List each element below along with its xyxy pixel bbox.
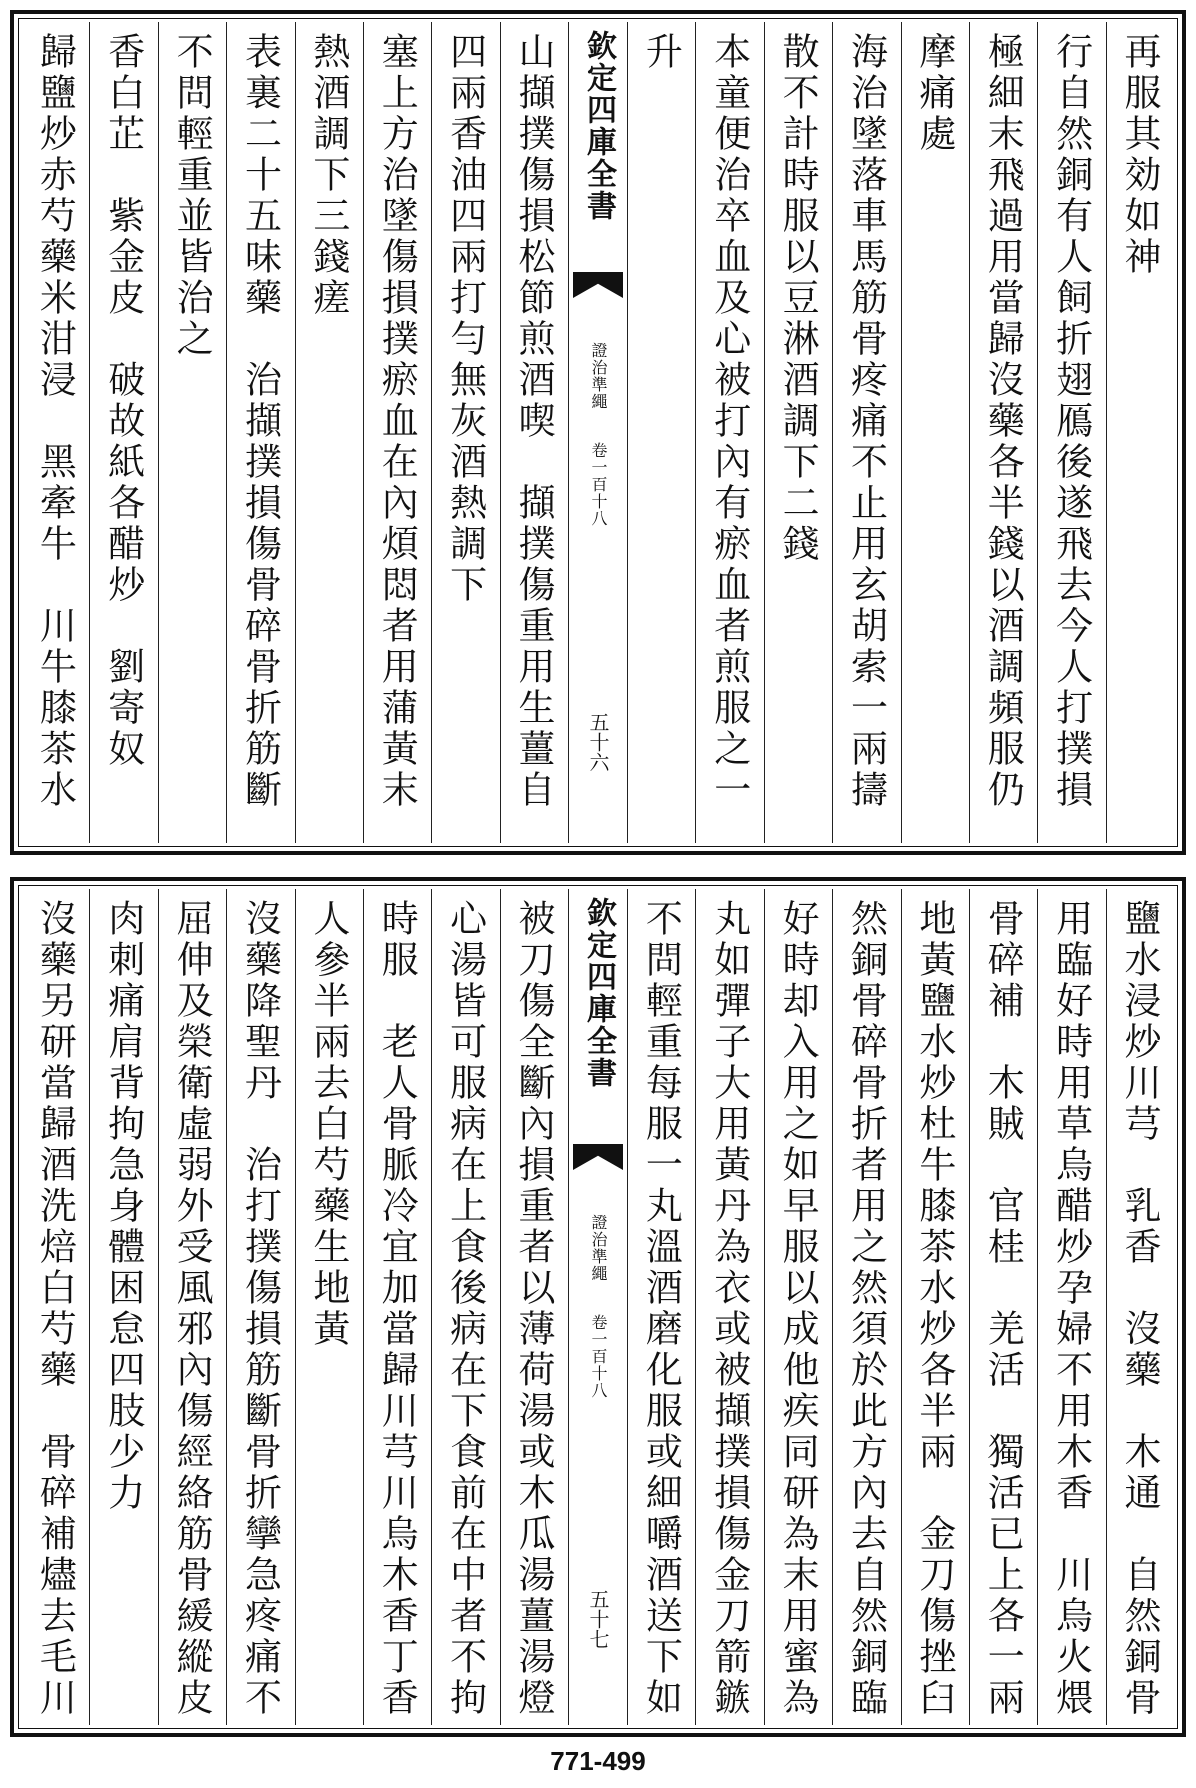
- column-text: 丸如彈子大用黃丹為衣或被擷撲損傷金刀箭鏃: [707, 899, 751, 1719]
- top-page-columns: [22, 22, 1174, 843]
- text-column: [22, 889, 89, 1725]
- top-page-panel: [10, 10, 1186, 855]
- book-title: 證治準繩: [589, 1214, 608, 1282]
- text-column: [695, 22, 763, 843]
- text-column: [695, 889, 763, 1725]
- column-text: 然銅骨碎骨折者用之然須於此方內去自然銅臨: [844, 899, 888, 1719]
- column-text: 極細末飛過用當歸沒藥各半錢以酒調頻服仍: [981, 32, 1025, 811]
- text-column: [764, 889, 832, 1725]
- text-column: [500, 889, 568, 1725]
- column-text: 山擷撲傷損松節煎酒喫 擷撲傷重用生薑自: [512, 32, 555, 811]
- text-column: [1037, 22, 1105, 843]
- center-fold-strip: [568, 22, 627, 843]
- column-text: 海治墜落車馬筋骨疼痛不止用玄胡索一兩擣: [844, 32, 888, 811]
- column-text: 用臨好時用草烏醋炒孕婦不用木香 川烏火煨: [1049, 899, 1093, 1719]
- text-column: [158, 22, 226, 843]
- column-text: 屈伸及榮衛虛弱外受風邪內傷經絡筋骨緩縱皮: [170, 899, 214, 1719]
- text-column: [22, 22, 89, 843]
- text-column: [89, 889, 157, 1725]
- column-text: 本童便治卒血及心被打內有瘀血者煎服之一: [707, 32, 751, 811]
- column-text: 肉刺痛肩背拘急身體困怠四肢少力: [101, 899, 145, 1514]
- text-column: [295, 22, 363, 843]
- column-text: 四兩香油四兩打勻無灰酒熱調下: [443, 32, 487, 606]
- column-text: 再服其効如神: [1118, 32, 1161, 278]
- text-column: [1106, 889, 1174, 1725]
- bottom-page-columns: [22, 889, 1174, 1725]
- column-text: 熱酒調下三錢瘥: [306, 32, 350, 319]
- volume-label: 卷一百十八: [589, 1314, 608, 1399]
- column-text: 沒藥另研當歸酒洗焙白芍藥 骨碎補燼去毛川: [33, 899, 77, 1719]
- column-text: 歸鹽炒赤芍藥米泔浸 黑牽牛 川牛膝茶水: [33, 32, 77, 811]
- column-text: 塞上方治墜傷損撲瘀血在內煩悶者用蒲黃末: [375, 32, 419, 811]
- column-text: 心湯皆可服病在上食後病在下食前在中者不拘: [443, 899, 487, 1719]
- text-column: [764, 22, 832, 843]
- column-text: 表裏二十五味藥 治擷撲損傷骨碎骨折筋斷: [238, 32, 282, 811]
- column-text: 地黃鹽水炒杜牛膝茶水炒各半兩 金刀傷挫臼: [912, 899, 956, 1719]
- text-column: [89, 22, 157, 843]
- text-column: [832, 22, 900, 843]
- text-column: [627, 22, 695, 843]
- column-text: 好時却入用之如早服以成他疾同研為末用蜜為: [776, 899, 820, 1719]
- text-column: [969, 889, 1037, 1725]
- text-column: [901, 22, 969, 843]
- bottom-page-panel: [10, 877, 1186, 1737]
- column-text: 摩痛處: [912, 32, 956, 155]
- fish-tail-mark: [573, 272, 623, 298]
- text-column: [363, 22, 431, 843]
- page-number-footer: 771-499: [550, 1746, 646, 1776]
- center-fold-strip: [568, 889, 627, 1725]
- book-title: 證治準繩: [589, 342, 608, 410]
- book-series-title: 欽定四庫全書: [581, 30, 616, 222]
- column-text: 不問輕重並皆治之: [170, 32, 214, 360]
- text-column: [158, 889, 226, 1725]
- column-text: 不問輕重每服一丸溫酒磨化服或細嚼酒送下如: [639, 899, 683, 1719]
- text-column: [627, 889, 695, 1725]
- folio-number: 五十七: [586, 1589, 610, 1649]
- text-column: [1037, 889, 1105, 1725]
- column-text: 香白芷 紫金皮 破故紙各醋炒 劉寄奴: [101, 32, 145, 770]
- text-column: [500, 22, 568, 843]
- text-column: [901, 889, 969, 1725]
- volume-label: 卷一百十八: [589, 442, 608, 527]
- text-column: [431, 889, 499, 1725]
- column-text: 人參半兩去白芍藥生地黃: [306, 899, 350, 1350]
- text-column: [226, 889, 294, 1725]
- fish-tail-mark: [573, 1144, 623, 1170]
- column-text: 被刀傷全斷內損重者以薄荷湯或木瓜湯薑湯燈: [512, 899, 555, 1719]
- text-column: [832, 889, 900, 1725]
- column-text: 沒藥降聖丹 治打撲傷損筋斷骨折攣急疼痛不: [238, 899, 282, 1719]
- text-column: [969, 22, 1037, 843]
- text-column: [226, 22, 294, 843]
- text-column: [431, 22, 499, 843]
- text-column: [363, 889, 431, 1725]
- folio-number: 五十六: [586, 712, 610, 772]
- text-column: [1106, 22, 1174, 843]
- column-text: 升: [639, 32, 683, 73]
- column-text: 時服 老人骨脈冷宜加當歸川芎川烏木香丁香: [375, 899, 419, 1719]
- column-text: 骨碎補 木賊 官桂 羌活 獨活已上各一兩: [981, 899, 1025, 1719]
- column-text: 行自然銅有人飼折翅鴈後遂飛去今人打撲損: [1049, 32, 1093, 811]
- column-text: 散不計時服以豆淋酒調下二錢: [776, 32, 820, 565]
- text-column: [295, 889, 363, 1725]
- book-series-title: 欽定四庫全書: [581, 897, 616, 1089]
- column-text: 鹽水浸炒川芎 乳香 沒藥 木通 自然銅骨: [1118, 899, 1161, 1719]
